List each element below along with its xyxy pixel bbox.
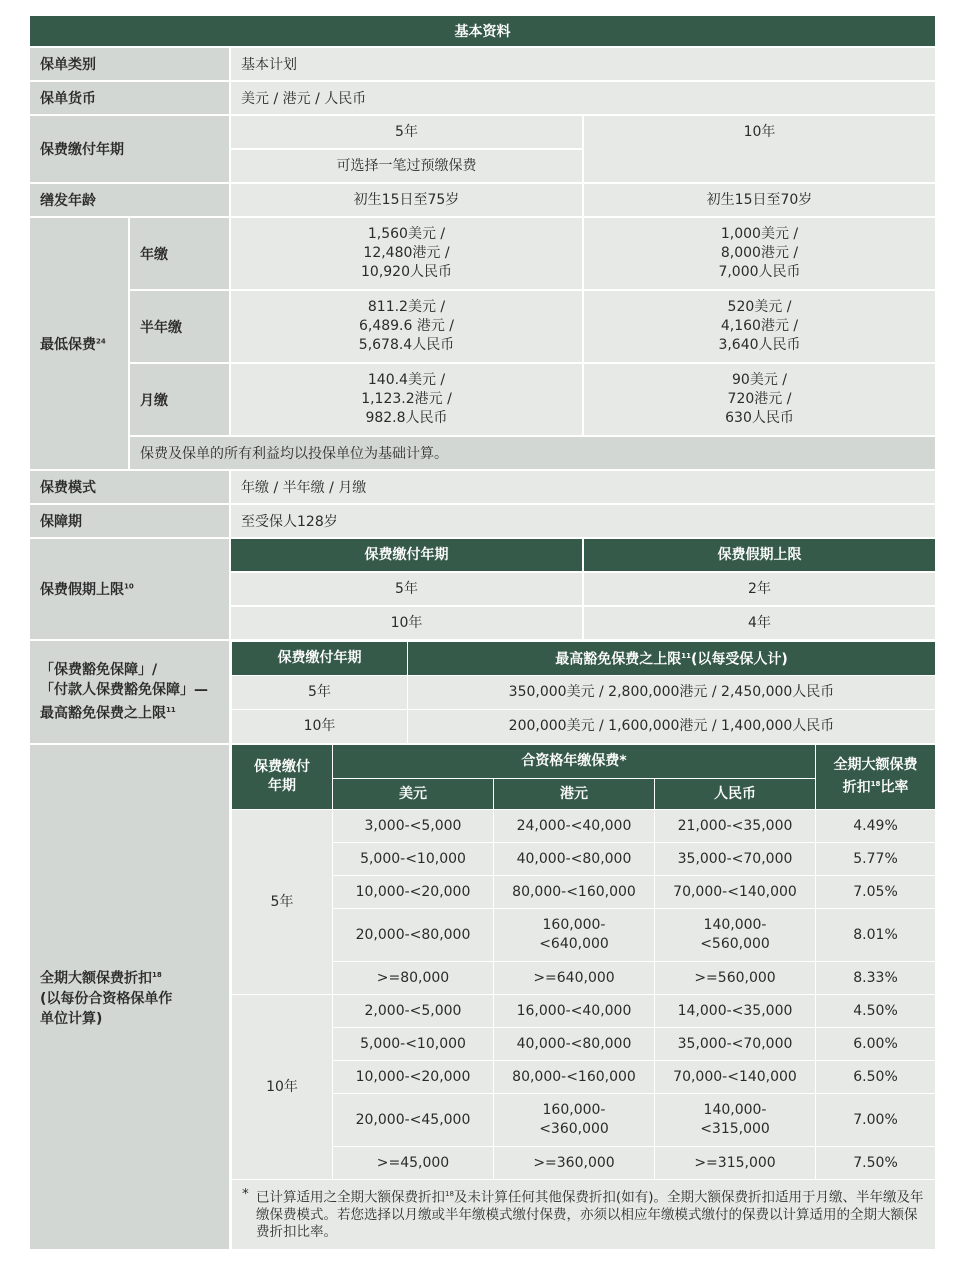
waiver-col-limit: 最高豁免保费之上限$^{11}$(以每受保人计) (408, 642, 936, 676)
min-premium-mode: 月缴 (129, 363, 230, 436)
discount-rate: 8.01% (816, 909, 936, 962)
discount-col-term: 保费缴付 年期 (232, 745, 333, 810)
discount-row (232, 876, 936, 909)
discount-term: 5年 (232, 810, 333, 995)
waiver-limit: 200,000美元 / 1,600,000港元 / 1,400,000人民币 (408, 710, 936, 744)
discount-usd-range: >=45,000 (333, 1147, 494, 1180)
discount-row (232, 962, 936, 995)
discount-usd-range: 5,000-<10,000 (333, 1028, 494, 1061)
discount-usd-range: 20,000-<45,000 (333, 1094, 494, 1147)
waiver-col-term: 保费缴付年期 (232, 642, 408, 676)
discount-term: 10年 (232, 995, 333, 1180)
min-premium-cell: 140.4美元 / 1,123.2港元 / 982.8人民币 (230, 363, 583, 436)
discount-rmb-range: 70,000-<140,000 (655, 876, 816, 909)
discount-rate: 7.50% (816, 1147, 936, 1180)
issue-age-label: 缮发年龄 (29, 183, 230, 217)
discount-usd-range: 20,000-<80,000 (333, 909, 494, 962)
discount-row (232, 1061, 936, 1094)
discount-rate: 4.50% (816, 995, 936, 1028)
discount-footnote: * 已计算适用之全期大额保费折扣$^{18}$及未计算任何其他保费折扣(如有)。全期大额保费折扣适用于月缴、半年缴及年缴保费模式。若您选择以月缴或半年缴模式缴付保费，亦须以相应年缴模式缴付的保费以计算适用的全期大额保费折扣比率。 (232, 1180, 936, 1250)
discount-usd-range: 3,000-<5,000 (333, 810, 494, 843)
holiday-limit: 2年 (583, 572, 936, 606)
coverage-value: 至受保人128岁 (230, 504, 936, 538)
discount-subtable (230, 744, 936, 1250)
discount-rate: 8.33% (816, 962, 936, 995)
discount-rmb-range: 140,000- <315,000 (655, 1094, 816, 1147)
premium-mode-value: 年缴 / 半年缴 / 月缴 (230, 470, 936, 504)
discount-usd-range: 2,000-<5,000 (333, 995, 494, 1028)
waiver-limit: 350,000美元 / 2,800,000港元 / 2,450,000人民币 (408, 676, 936, 710)
payment-term-label: 保费缴付年期 (29, 115, 230, 183)
currency-label: 保单货币 (29, 81, 230, 115)
discount-row (232, 995, 936, 1028)
discount-rmb-range: >=560,000 (655, 962, 816, 995)
holiday-col-limit: 保费假期上限 (583, 538, 936, 572)
discount-hkd-range: >=360,000 (494, 1147, 655, 1180)
discount-rate: 7.05% (816, 876, 936, 909)
min-premium-cell: 1,560美元 / 12,480港元 / 10,920人民币 (230, 217, 583, 290)
discount-hkd-range: 80,000-<160,000 (494, 876, 655, 909)
premium-mode-label: 保费模式 (29, 470, 230, 504)
issue-age-10: 初生15日至70岁 (583, 183, 936, 217)
discount-col-rate: 全期大额保费 折扣$^{18}$比率 (816, 745, 936, 810)
min-premium-mode: 年缴 (129, 217, 230, 290)
table-title: 基本资料 (29, 15, 936, 47)
waiver-subtable (230, 640, 936, 744)
discount-col-group: 合资格年缴保费* (333, 745, 816, 779)
basic-info-table (28, 14, 935, 1251)
discount-col-hkd: 港元 (494, 779, 655, 810)
min-premium-cell: 811.2美元 / 6,489.6 港元 / 5,678.4人民币 (230, 290, 583, 363)
discount-rmb-range: 35,000-<70,000 (655, 843, 816, 876)
payment-term-5: 5年 (230, 115, 583, 149)
discount-row (232, 843, 936, 876)
min-premium-note: 保费及保单的所有利益均以投保单位为基础计算。 (129, 436, 936, 470)
discount-label: 全期大额保费折扣$^{18}$ (以每份合资格保单作 单位计算) (29, 744, 230, 1250)
discount-rmb-range: 70,000-<140,000 (655, 1061, 816, 1094)
waiver-term: 5年 (232, 676, 408, 710)
payment-term-10: 10年 (583, 115, 936, 183)
discount-usd-range: 10,000-<20,000 (333, 1061, 494, 1094)
discount-rmb-range: >=315,000 (655, 1147, 816, 1180)
discount-usd-range: >=80,000 (333, 962, 494, 995)
discount-usd-range: 10,000-<20,000 (333, 876, 494, 909)
currency-value: 美元 / 港元 / 人民币 (230, 81, 936, 115)
discount-col-rmb: 人民币 (655, 779, 816, 810)
discount-hkd-range: 40,000-<80,000 (494, 1028, 655, 1061)
discount-rows (232, 810, 936, 1180)
min-premium-cell: 90美元 / 720港元 / 630人民币 (583, 363, 936, 436)
coverage-label: 保障期 (29, 504, 230, 538)
holiday-term: 10年 (230, 606, 583, 640)
discount-rmb-range: 35,000-<70,000 (655, 1028, 816, 1061)
policy-type-label: 保单类别 (29, 47, 230, 81)
discount-rate: 6.50% (816, 1061, 936, 1094)
discount-hkd-range: 80,000-<160,000 (494, 1061, 655, 1094)
discount-hkd-range: 40,000-<80,000 (494, 843, 655, 876)
discount-hkd-range: 24,000-<40,000 (494, 810, 655, 843)
holiday-col-term: 保费缴付年期 (230, 538, 583, 572)
discount-hkd-range: >=640,000 (494, 962, 655, 995)
discount-rmb-range: 21,000-<35,000 (655, 810, 816, 843)
discount-row (232, 909, 936, 962)
min-premium-mode: 半年缴 (129, 290, 230, 363)
discount-row (232, 1094, 936, 1147)
discount-rate: 6.00% (816, 1028, 936, 1061)
prepay-option: 可选择一笔过预缴保费 (230, 149, 583, 183)
discount-rmb-range: 14,000-<35,000 (655, 995, 816, 1028)
issue-age-5: 初生15日至75岁 (230, 183, 583, 217)
holiday-term: 5年 (230, 572, 583, 606)
min-premium-label: 最低保费$^{24}$ (29, 217, 129, 470)
discount-rate: 7.00% (816, 1094, 936, 1147)
discount-hkd-range: 16,000-<40,000 (494, 995, 655, 1028)
min-premium-cell: 520美元 / 4,160港元 / 3,640人民币 (583, 290, 936, 363)
waiver-term: 10年 (232, 710, 408, 744)
discount-rate: 4.49% (816, 810, 936, 843)
min-premium-cell: 1,000美元 / 8,000港元 / 7,000人民币 (583, 217, 936, 290)
discount-col-usd: 美元 (333, 779, 494, 810)
discount-rmb-range: 140,000- <560,000 (655, 909, 816, 962)
holiday-limit: 4年 (583, 606, 936, 640)
discount-rate: 5.77% (816, 843, 936, 876)
waiver-label: 「保费豁免保障」/ 「付款人保费豁免保障」— 最高豁免保费之上限$^{11}$ (29, 640, 230, 744)
discount-row (232, 1028, 936, 1061)
holiday-label: 保费假期上限$^{10}$ (29, 538, 230, 640)
discount-hkd-range: 160,000- <360,000 (494, 1094, 655, 1147)
discount-usd-range: 5,000-<10,000 (333, 843, 494, 876)
discount-row (232, 1147, 936, 1180)
discount-row (232, 810, 936, 843)
discount-hkd-range: 160,000- <640,000 (494, 909, 655, 962)
policy-type-value: 基本计划 (230, 47, 936, 81)
